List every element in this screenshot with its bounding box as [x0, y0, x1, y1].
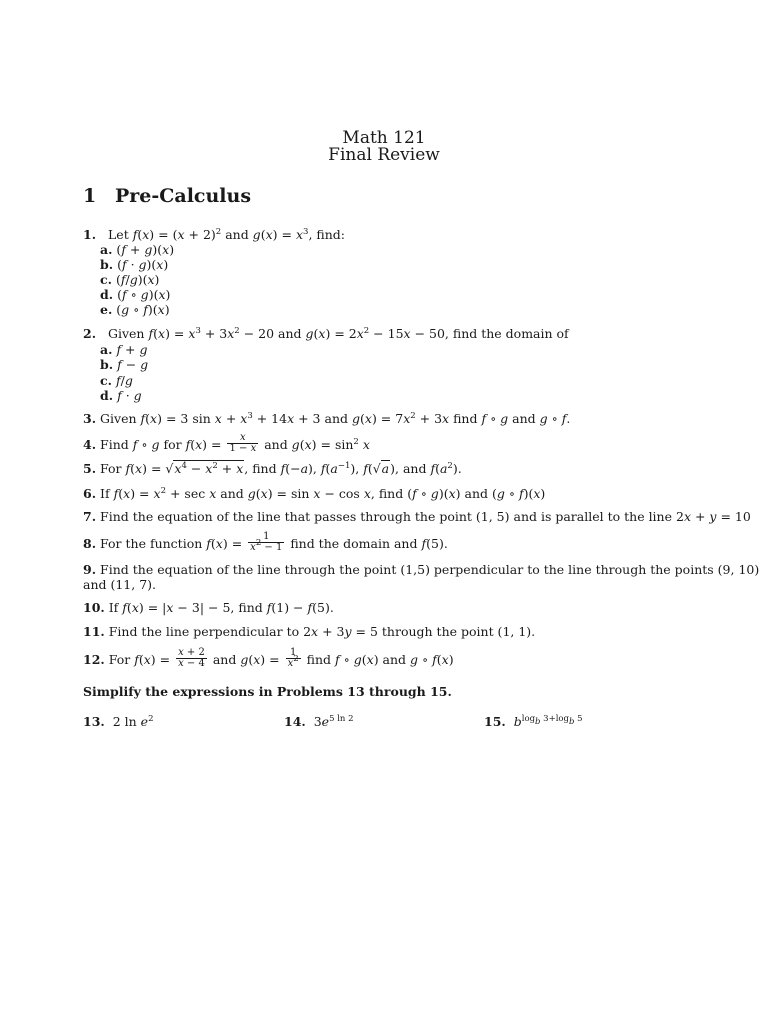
problem-text: Find the line perpendicular to 2x + 3y = 5 through the point (1, 1).: [108, 624, 536, 639]
problem-15: [484, 714, 583, 729]
problem-number: 15.: [484, 714, 506, 729]
problem-13: [83, 714, 153, 729]
problem-1-part-b: b. (f · g)(x): [100, 257, 169, 272]
problem-number: 10.: [83, 600, 105, 615]
problem-2-part-c: c. f/g: [100, 373, 133, 388]
problem-text: For f(x) = $\frac{x + 2}{x - 4}$ and g(x) = $\frac{1}{x^2}$ find f ∘ g(x) and g ∘ f(x): [108, 647, 454, 669]
problem-expression: $b^{log_b 3+log_b 5}$: [513, 714, 583, 729]
part-label: d.: [100, 388, 114, 403]
problem-text: If f(x) = |x − 3| − 5, find f(1) − f(5).: [108, 600, 334, 615]
problem-9: [83, 562, 759, 577]
problem-number: 3.: [83, 411, 97, 426]
problem-1-part-c: c. (f/g)(x): [100, 272, 160, 287]
problem-number: 4.: [83, 437, 97, 452]
problem-expression: $3e^{5 ln 2}$: [309, 714, 354, 729]
problem-expression: 2 $\ln e^2$: [108, 714, 154, 729]
problem-number: 14.: [284, 714, 306, 729]
problem-1-part-d: d. (f ∘ g)(x): [100, 287, 171, 302]
problem-text: Given $f(x) = x^3 + 3x^2 - 20$ and $g(x) = 2x^2 - 15x - 50$, find the domain of: [100, 326, 569, 341]
problem-7: [83, 509, 751, 524]
document-subtitle: Final Review: [328, 145, 440, 165]
problem-text-line-1: Find the equation of the line through the point (1,5) perpendicular to the line through the points (9, 10): [100, 562, 760, 577]
problem-text: For $f(x) = √x^4 - x^2 + x$, find f(−a), $f(a^{-1})$, f(√a), and $f(a^2)$.: [100, 461, 462, 476]
section-title: Pre-Calculus: [115, 185, 252, 207]
problem-11: [83, 624, 535, 639]
part-label: a.: [100, 342, 113, 357]
problem-number: 6.: [83, 486, 97, 501]
section-heading: [83, 185, 251, 207]
problem-12: [83, 647, 454, 671]
problem-9-continued: and (11, 7).: [83, 577, 157, 592]
course-title: Math 121: [342, 128, 426, 148]
part-label: a.: [100, 242, 113, 257]
problem-number: 12.: [83, 652, 105, 667]
part-label: e.: [100, 302, 113, 317]
problem-text: Find the equation of the line that passes through the point (1, 5) and is parallel to the line 2x + y = 10: [100, 509, 751, 524]
part-label: c.: [100, 373, 112, 388]
problem-number: 7.: [83, 509, 97, 524]
problem-4: [83, 432, 370, 456]
problem-10: [83, 600, 334, 615]
problem-number: 2.: [83, 326, 97, 341]
problem-text: Given f(x) = 3 $\sin x + x^3 + 14x + 3$ and $g(x) = 7x^2 + 3x$ find f ∘ g and g ∘ f.: [100, 411, 571, 426]
section-number: 1: [83, 185, 97, 207]
problem-text: Find f ∘ g for f(x) = $\frac{x}{1 - x}$ and $g(x) = \sin^2 x$: [100, 432, 370, 454]
problem-3: [83, 411, 570, 426]
problem-5: [83, 461, 462, 476]
problem-number: 5.: [83, 461, 97, 476]
problem-number: 8.: [83, 536, 97, 551]
part-label: b.: [100, 257, 114, 272]
simplify-instructions: Simplify the expressions in Problems 13 through 15.: [83, 684, 452, 699]
problem-text: If $f(x) = x^2 + \sec x$ and g(x) = sin x − cos x, find (f ∘ g)(x) and (g ∘ f)(x): [100, 486, 546, 501]
problem-6: [83, 486, 545, 501]
problem-2-part-b: b. f − g: [100, 357, 149, 372]
problem-text: For the function f(x) = $\frac{1}{x^2 - 1}$ find the domain and f(5).: [100, 531, 448, 553]
problem-8: [83, 531, 448, 555]
problem-1: [83, 227, 345, 242]
problem-1-part-e: e. (g ∘ f)(x): [100, 302, 170, 317]
problem-number: 9.: [83, 562, 97, 577]
problem-2: [83, 326, 569, 341]
problem-2-part-d: d. f · g: [100, 388, 142, 403]
part-label: b.: [100, 357, 114, 372]
part-label: c.: [100, 272, 112, 287]
problem-1-part-a: a. (f + g)(x): [100, 242, 175, 257]
problem-number: 11.: [83, 624, 105, 639]
problem-number: 13.: [83, 714, 105, 729]
problem-2-part-a: a. f + g: [100, 342, 148, 357]
problem-14: [284, 714, 354, 729]
part-label: d.: [100, 287, 114, 302]
problem-text: Let $f(x) = (x + 2)^2$ and $g(x) = x^3$, find:: [100, 227, 345, 242]
problem-number: 1.: [83, 227, 97, 242]
